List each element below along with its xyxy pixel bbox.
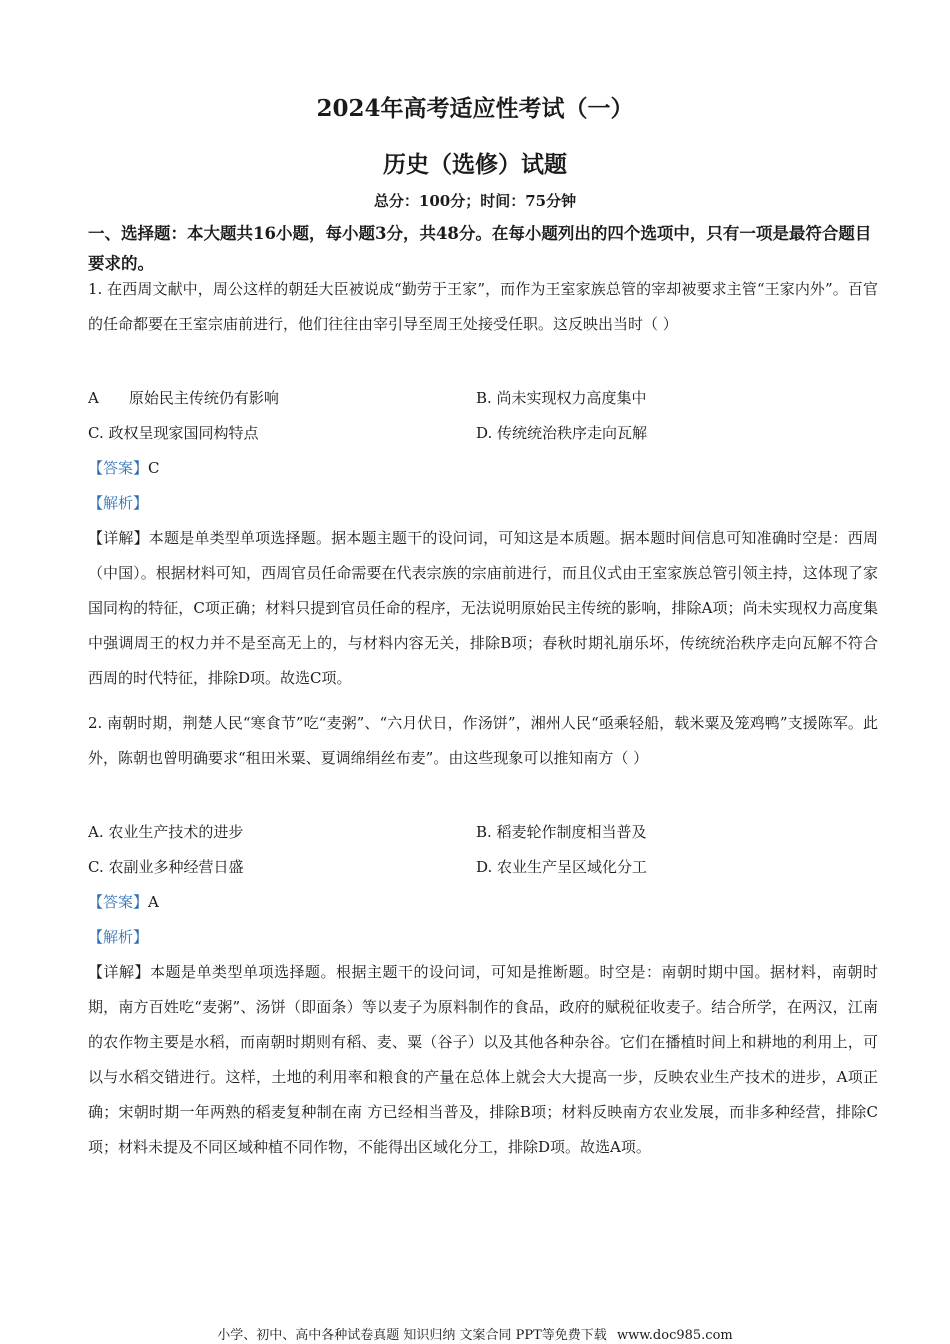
detail-tag: 【详解】 [88,963,150,981]
exam-subtitle: 历史（选修）试题 [383,151,567,178]
question-2-option-c: C. 农副业多种经营日盛 [88,858,244,876]
question-1-option-a: A 原始民主传统仍有影响 [88,389,279,407]
question-1-answer [88,451,160,486]
section-heading: 一、选择题：本大题共16小题，每小题3分，共48分。在每小题列出的四个选项中，只有一项是最符合题目要求的。 [88,224,872,273]
question-1-analysis-tag: 【解析】 [88,494,149,512]
question-2-option-d: D. 农业生产呈区域化分工 [476,858,648,876]
question-2-analysis-tag: 【解析】 [88,928,149,946]
detail-text: 本题是单类型单项选择题。据本题主题干的设问词，可知这是本质题。据本题时间信息可知准确时空是：西周（中国）。根据材料可知，西周官员任命需要在代表宗族的宗庙前进行，而且仪式由王室家族总管引领主持，这体现了家国同构的特征，C项正确；材料只提到官员任命的程序，无法说明原始民主传统的影响，排除A项；尚未实现权力高度集中强调周王的权力并不是至高无上的，与材料内容无关，排除B项；春秋时期礼崩乐坏，传统统治秩序走向瓦解不符合西周的时代特征，排除D项。故选C项。 [88,529,878,687]
answer-value: A [148,893,159,911]
question-2-option-b: B. 稻麦轮作制度相当普及 [476,823,647,841]
question-1-option-b: B. 尚未实现权力高度集中 [476,389,647,407]
question-2-option-a: A. 农业生产技术的进步 [88,823,244,841]
exam-meta: 总分：100分；时间：75分钟 [373,192,577,210]
question-1-detail [88,521,878,696]
exam-title: 2024年高考适应性考试（一） [316,95,634,122]
question-2-stem: 2. 南朝时期，荆楚人民“寒食节”吃“麦粥”、“六月伏日，作汤饼”，湘州人民“亟乘轻船，载米粟及笼鸡鸭”支援陈军。此外，陈朝也曾明确要求“租田米粟、夏调绵绢丝布麦”。由这些现象可以推知南方（ ） [88,714,878,767]
detail-tag: 【详解】 [88,529,149,547]
footer-text: 小学、初中、高中各种试卷真题 知识归纳 文案合同 PPT等免费下载 [217,1328,607,1343]
answer-tag: 【答案】 [88,893,149,911]
answer-value: C [148,459,160,477]
footer-link[interactable]: www.doc985.com [616,1328,733,1343]
detail-text: 本题是单类型单项选择题。根据主题干的设问词，可知是推断题。时空是：南朝时期中国。据材料，南朝时期，南方百姓吃“麦粥”、汤饼（即面条）等以麦子为原料制作的食品，政府的赋税征收麦子。结合所学，在两汉，江南的农作物主要是水稻，而南朝时期则有稻、麦、粟（谷子）以及其他各种杂谷。它们在播植时间上和耕地的利用上，可以与水稻交错进行。这样，土地的利用率和粮食的产量在总体上就会大大提高一步，反映农业生产技术的进步，A项正确；宋朝时期一年两熟的稻麦复种制在南 方已经相当普及，排除B项；材料反映南方农业发展，而非多种经营，排除C项；材料未提及不同区域种植不同作物，不能得出区域化分工，排除D项。故选A项。 [88,963,878,1156]
question-2-answer [88,885,159,920]
question-1-option-d: D. 传统统治秩序走向瓦解 [476,424,648,442]
question-1-stem: 1. 在西周文献中，周公这样的朝廷大臣被说成“勤劳于王家”，而作为王室家族总管的宰却被要求主管“王家内外”。百官的任命都要在王室宗庙前进行，他们往往由宰引导至周王处接受任职。这反映出当时（ ） [88,280,878,333]
question-2-detail [88,955,878,1165]
page-footer [0,1324,950,1343]
question-1-option-c: C. 政权呈现家国同构特点 [88,424,259,442]
answer-tag: 【答案】 [88,459,149,477]
